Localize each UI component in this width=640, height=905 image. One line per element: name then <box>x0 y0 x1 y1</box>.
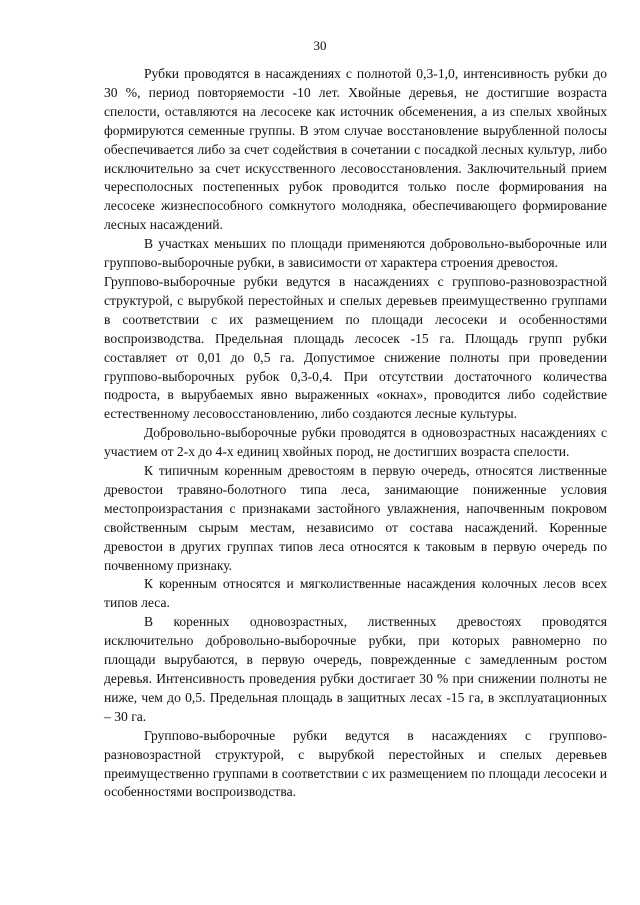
paragraph-6: К коренным относятся и мягколиственные насаждения колочных лесов всех типов леса. <box>104 576 607 611</box>
paragraph-5: К типичным коренным древостоям в первую очередь, относятся лиственные древостои травяно-болотного типа леса, занимающие пониженные условия местопроизрастания с признаками застойного увлажнения, напочвенным покровом свойственным сырым местам, независимо от состава насаждений. Коренные древостои в других группах типов леса относятся к таковым в первую очередь по почвенному признаку. <box>104 463 607 573</box>
paragraph-3: Группово-выборочные рубки ведутся в насаждениях с группово-разновозрастной структурой, с вырубкой перестойных и спелых деревьев преимущественно группами в соответствии с их размещением по площади лесосеки и особенностями воспроизводства. Предельная площадь лесосек -15 га. Площадь групп рубки составляет от 0,01 до 0,5 га. Допустимое снижение полноты при проведении группово-выборочных рубок 0,3-0,4. При отсутствии достаточного количества подроста, в вырубаемых явно выраженных «окнах», проводится либо содействие естественному лесовосстановлению, либо создаются лесные культуры. <box>104 273 607 422</box>
paragraph-8: Группово-выборочные рубки ведутся в насаждениях с группово-разновозрастной структурой, с вырубкой перестойных и спелых деревьев преимущественно группами в соответствии с их размещением по площади лесосеки и особенностями воспроизводства. <box>104 727 607 800</box>
page-number: 30 <box>313 38 327 53</box>
document-body <box>104 65 607 802</box>
paragraph-7: В коренных одновозрастных, лиственных древостоях проводятся исключительно добровольно-выборочные рубки, при которых равномерно по площади вырубаются, в первую очередь, поврежденные с замедленным ростом деревья. Интенсивность проведения рубки достигает 30 % при снижении полноты не ниже, чем до 0,5. Предельная площадь в защитных лесах -15 га, в эксплуатационных – 30 га. <box>104 614 607 724</box>
paragraph-4: Добровольно-выборочные рубки проводятся в одновозрастных насаждениях с участием от 2-х до 4-х единиц хвойных пород, не достигших возраста спелости. <box>104 425 607 460</box>
paragraph-2: В участках меньших по площади применяются добровольно-выборочные или группово-выборочные рубки, в зависимости от характера строения древостоя. <box>104 236 607 271</box>
paragraph-1: Рубки проводятся в насаждениях с полнотой 0,3-1,0, интенсивность рубки до 30 %, период повторяемости -10 лет. Хвойные деревья, не достигшие возраста спелости, оставляются на лесосеке как источник обсеменения, а из спелых хвойных формируются семенные группы. В этом случае восстановление вырубленной полосы обеспечивается либо за счет содействия в сочетании с посадкой лесных культур, либо исключительно за счет искусственного лесовосстановления. Заключительный прием чересполосных постепенных рубок проводится только после формирования на лесосеке жизнеспособного сомкнутого молодняка, обеспечивающего формирование лесных насаждений. <box>104 66 607 233</box>
